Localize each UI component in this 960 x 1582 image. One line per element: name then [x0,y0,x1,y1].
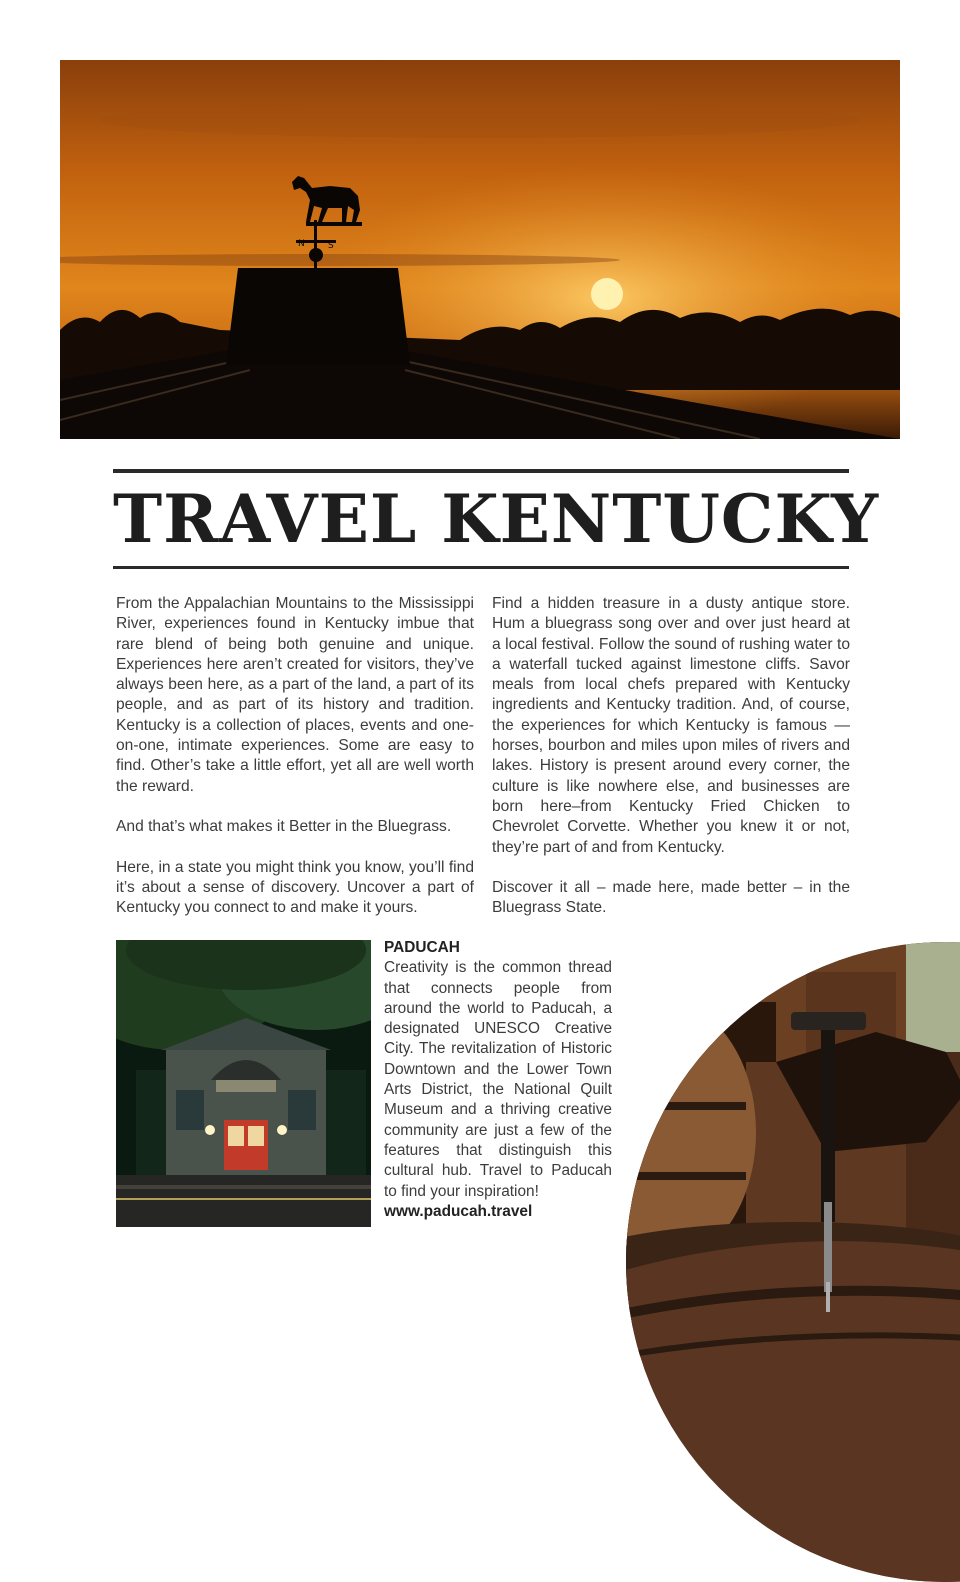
left-paragraph-2: And that’s what makes it Better in the Bluegrass. [116,818,452,836]
svg-text:S: S [328,241,334,251]
right-column [492,594,850,939]
paducah-heading: PADUCAH [384,939,460,956]
title-rule-top [113,469,849,473]
title-rule-bottom [113,566,849,569]
paducah-photo [116,940,371,1227]
left-paragraph-1: From the Appalachian Mountains to the Mississippi River, experiences found in Kentucky imbue that rare blend of being both genuine and unique. Experiences here aren’t created for visitors, they’ve always been here, as a part of the land, a part of its people, and as part of its history and tradition. Kentucky is a collection of places, events and one-on-one, intimate experiences. Some are easy to find. Other’s take a little effort, yet all are well worth the reward. [116,595,474,795]
svg-text:N: N [298,239,305,249]
page-title: TRAVEL KENTUCKY [113,480,880,558]
paducah-link[interactable]: www.paducah.travel [384,1202,533,1220]
right-paragraph-2: Discover it all – made here, made better – in the Bluegrass State. [492,879,850,917]
left-paragraph-3: Here, in a state you might think you know, you’ll find it’s about a sense of discovery. Uncover a part of Kentucky you connect to and make it yours. [116,858,474,917]
paducah-body: Creativity is the common thread that connects people from around the world to Paducah, a designated UNESCO Creative City. The revitalization of Historic Downtown and the Lower Town Arts District, the National Quilt Museum and a thriving creative community are just a few of the features that distinguish this cultural hub. Travel to Paducah to find your inspiration! [384,959,612,1200]
paducah-section [384,938,612,1222]
right-paragraph-1: Find a hidden treasure in a dusty antique store. Hum a bluegrass song over and over just heard at a local festival. Follow the sound of rushing water to a waterfall tucked against limestone cliffs. Savor meals from local chefs prepared with Kentucky ingredients and Kentucky tradition. And, of course, the experiences for which Kentucky is famous — horses, bourbon and miles upon miles of rivers and lakes. History is present around every corner, the culture is like nowhere else, and businesses are born here–from Kentucky Fried Chicken to Chevrolet Corvette. Whether you knew it or not, they’re part of and from Kentucky. [492,595,850,856]
cooper-barrel-image [626,942,960,1582]
bourbon-barrel-photo [626,942,960,1582]
quilt-museum-image [116,940,371,1227]
sunset-weathervane-image [60,60,900,439]
hero-photo [60,60,900,439]
left-column [116,594,474,939]
